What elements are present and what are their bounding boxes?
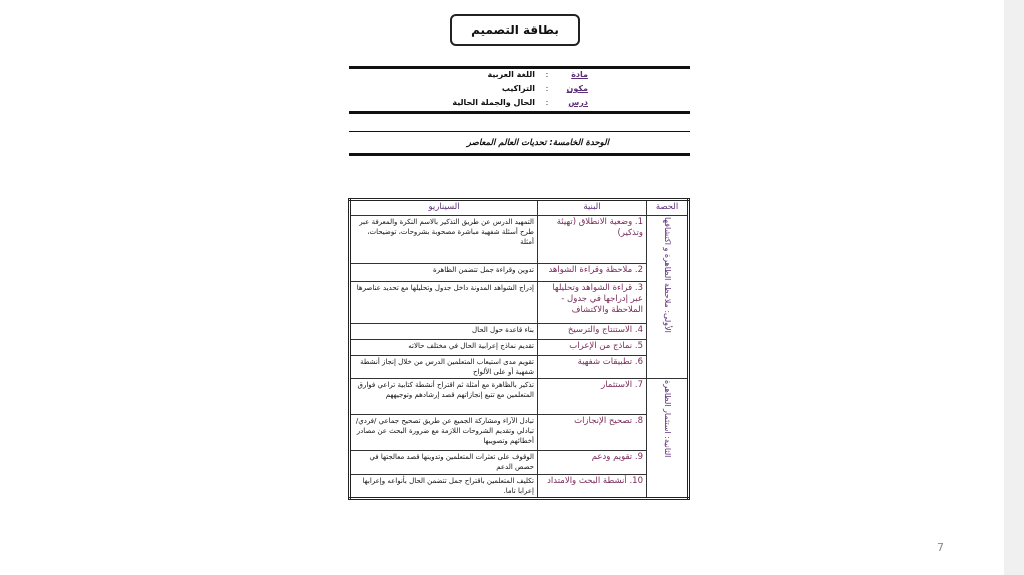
structure-cell: 4. الاستنتاج والترسيخ: [538, 324, 647, 340]
structure-cell: 3. قراءة الشواهد وتحليلها عبر إدراجها في جدول - الملاحظة والاكتشاف: [538, 282, 647, 324]
unit-top-rule: [349, 131, 690, 132]
structure-cell: 1. وضعية الانطلاق (تهيئة وتذكير): [538, 216, 647, 264]
table-row: [350, 264, 689, 282]
header-structure: البنية: [538, 200, 647, 216]
table-row: [350, 356, 689, 379]
unit-title: الوحدة الخامسة: تحديات العالم المعاصر: [466, 138, 609, 148]
scenario-cell: تقديم نماذج إعرابية الحال في مختلف حالاته: [350, 340, 538, 356]
info-colon: :: [545, 98, 549, 107]
unit-bottom-rule: [349, 153, 690, 156]
info-value: اللغة العربية: [487, 70, 535, 79]
session-label: الأولى: ملاحظة الظاهرة و اكتشافها: [663, 217, 672, 333]
table-row: [350, 415, 689, 451]
table-row: [350, 475, 689, 499]
info-row-subject: [349, 68, 690, 82]
table-row: [350, 324, 689, 340]
header-session: الحصة: [647, 200, 689, 216]
scenario-cell: تدوين وقراءة جمل تتضمن الظاهرة: [350, 264, 538, 282]
info-colon: :: [545, 70, 549, 79]
info-value: الحال والجملة الحالية: [452, 98, 535, 107]
table-row: [350, 451, 689, 475]
scenario-cell: التمهيد الدرس عن طريق التذكير بالاسم النكرة والمعرفة عبر طرح أسئلة شفهية مباشرة مصحوبة بشروحات، توضيحات، أمثلة: [350, 216, 538, 264]
scenario-cell: الوقوف على تعثرات المتعلمين وتدوينها قصد معالجتها في حصص الدعم: [350, 451, 538, 475]
scenario-cell: تقويم مدى استيعاب المتعلمين الدرس من خلال إنجاز أنشطة شفهية أو على الألواح: [350, 356, 538, 379]
card-title: بطاقة التصميم: [471, 23, 559, 37]
info-colon: :: [545, 84, 549, 93]
info-value: التراكيب: [501, 84, 535, 93]
structure-cell: 5. نماذج من الإعراب: [538, 340, 647, 356]
header-scenario: السيناريو: [350, 200, 538, 216]
session-label: الثانية: استثمار الظاهرة: [663, 380, 672, 458]
info-bottom-rule: [349, 111, 690, 114]
table-row: [350, 282, 689, 324]
structure-cell: 6. تطبيقات شفهية: [538, 356, 647, 379]
info-row-lesson: [349, 96, 690, 110]
scenario-cell: بناء قاعدة حول الحال: [350, 324, 538, 340]
info-key: مادة: [571, 70, 588, 79]
structure-cell: 8. تصحيح الإنجازات: [538, 415, 647, 451]
session-cell-2: [647, 379, 689, 499]
scenario-cell: إدراج الشواهد المدونة داخل جدول وتحليلها مع تحديد عناصرها: [350, 282, 538, 324]
lesson-table: [348, 198, 690, 500]
info-key: مكون: [566, 84, 588, 93]
session-cell-1: [647, 216, 689, 379]
scenario-cell: تكليف المتعلمين باقتراح جمل تتضمن الحال بأنواعه وإعرابها إعرابا تاما.: [350, 475, 538, 499]
structure-cell: 9. تقويم ودعم: [538, 451, 647, 475]
scenario-cell: تذكير بالظاهرة مع أمثلة ثم اقتراح أنشطة كتابية تراعي فوارق المتعلمين مع تتبع إنجازاتهم قصد إرشادهم وتوجيههم: [350, 379, 538, 415]
table-row: [350, 340, 689, 356]
structure-cell: 7. الاستثمار: [538, 379, 647, 415]
scenario-cell: تبادل الآراء ومشاركة الجميع عن طريق تصحيح جماعي /فردي/تبادلي وتقديم الشروحات اللازمة مع ضرورة البحث عن مصادر أخطائهم وتصويبها: [350, 415, 538, 451]
structure-cell: 10. أنشطة البحث والامتداد: [538, 475, 647, 499]
slide-edge-strip: [1004, 0, 1024, 575]
card-title-box: [450, 14, 580, 46]
table-header-row: [350, 200, 689, 216]
table-row: [350, 216, 689, 264]
structure-cell: 2. ملاحظة وقراءة الشواهد: [538, 264, 647, 282]
table-row: [350, 379, 689, 415]
info-row-component: [349, 82, 690, 96]
page-number: 7: [937, 541, 944, 554]
info-block: [349, 67, 690, 111]
info-key: درس: [568, 98, 588, 107]
